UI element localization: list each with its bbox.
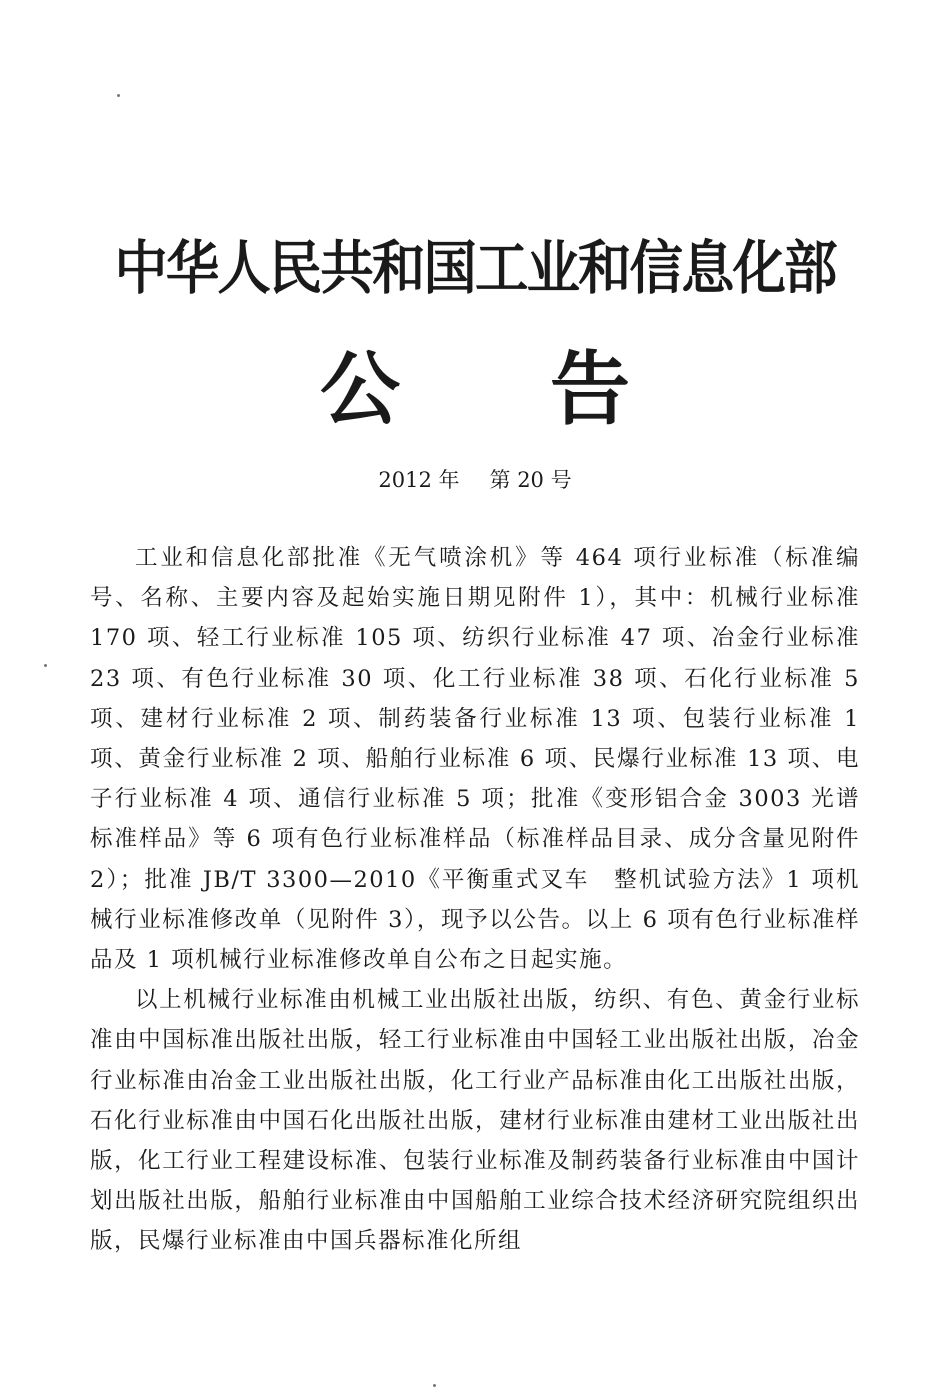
scan-speck [117, 94, 120, 97]
body-paragraph-1: 工业和信息化部批准《无气喷涂机》等 464 项行业标准（标准编号、名称、主要内容及起始实施日期见附件 1），其中：机械行业标准 170 项、轻工行业标准 105 项、纺织行业标准 47 项、冶金行业标准 23 项、有色行业标准 30 项、化工行业标准 38 项、石化行业标准 5 项、建材行业标准 2 项、制药装备行业标准 13 项、包装行业标准 1 项、黄金行业标准 2 项、船舶行业标准 6 项、民爆行业标准 13 项、电子行业标准 4 项、通信行业标准 5 项；批准《变形铝合金 3003 光谱标准样品》等 6 项有色行业标准样品（标准样品目录、成分含量见附件 2）；批准 JB/T 3300—2010《平衡重式叉车 整机试验方法》1 项机械行业标准修改单（见附件 3），现予以公告。以上 6 项有色行业标准样品及 1 项机械行业标准修改单自公布之日起实施。 [90, 545, 860, 974]
issue-serial: 第 20 号 [489, 468, 572, 492]
notice-title-char-1: 公 [320, 343, 400, 436]
issue-number [0, 464, 950, 496]
issue-year: 2012 年 [378, 468, 460, 492]
scan-speck [44, 664, 47, 667]
scan-speck [433, 1384, 436, 1387]
notice-title [0, 340, 950, 440]
notice-body [90, 538, 860, 1262]
ministry-title: 中华人民共和国工业和信息化部 [114, 234, 836, 302]
notice-title-char-2: 告 [550, 343, 630, 436]
body-paragraph-2: 以上机械行业标准由机械工业出版社出版，纺织、有色、黄金行业标准由中国标准出版社出版，轻工行业标准由中国轻工业出版社出版，冶金行业标准由冶金工业出版社出版，化工行业产品标准由化工出版社出版，石化行业标准由中国石化出版社出版，建材行业标准由建材工业出版社出版，化工行业工程建设标准、包装行业标准及制药装备行业标准由中国计划出版社出版，船舶行业标准由中国船舶工业综合技术经济研究院组织出版，民爆行业标准由中国兵器标准化所组 [90, 987, 860, 1255]
